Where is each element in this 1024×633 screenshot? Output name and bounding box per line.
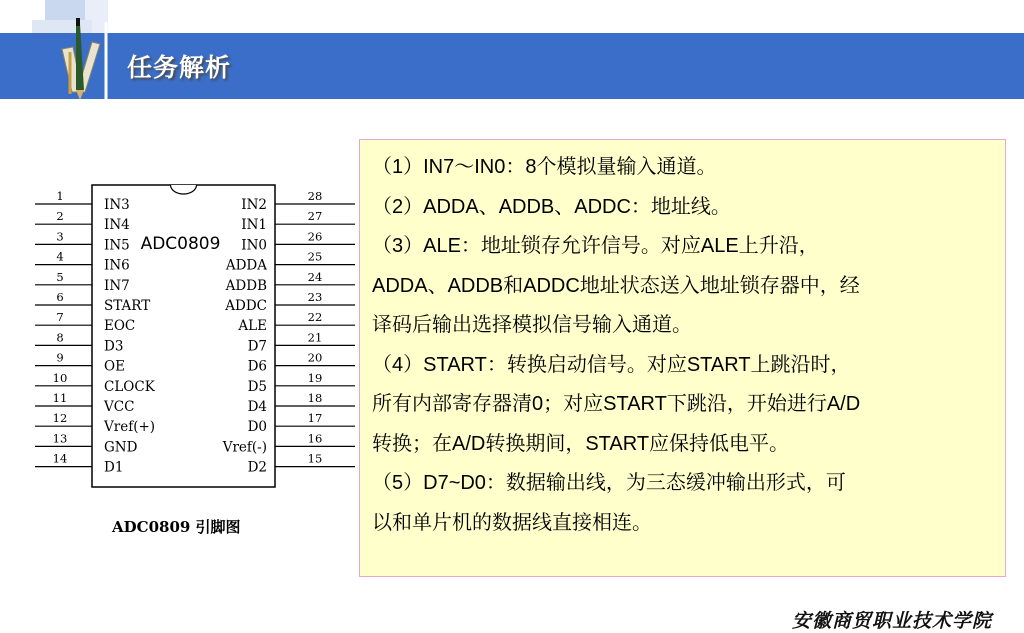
chip-pin-label: IN5 xyxy=(104,237,130,254)
chip-pin-number: 6 xyxy=(56,290,64,304)
description-line: 所有内部寄存器清0；对应START下跳沿，开始进行A/D xyxy=(372,393,861,415)
chip-pin-label: START xyxy=(104,298,151,314)
chip-pin-label: IN6 xyxy=(104,257,130,274)
chip-pin-number: 7 xyxy=(56,310,64,325)
chip-pin-number: 16 xyxy=(307,431,323,446)
chip-pin-label: D0 xyxy=(247,419,267,436)
description-line: （1）IN7～IN0：8个模拟量输入通道。 xyxy=(372,156,717,178)
chip-pin-number: 15 xyxy=(307,451,323,466)
chip-pin-number: 2 xyxy=(56,209,64,224)
chip-pin-label: D7 xyxy=(247,338,267,355)
chip-pin-label: D5 xyxy=(247,378,267,395)
chip-pin-label: EOC xyxy=(104,318,136,335)
chip-pin-label: D4 xyxy=(247,399,267,415)
description-line: （2）ADDA、ADDB、ADDC：地址线。 xyxy=(372,195,731,218)
chip-pin-number: 9 xyxy=(56,350,64,365)
chip-pin-label: CLOCK xyxy=(104,378,155,395)
chip-pin-label: IN4 xyxy=(104,217,130,234)
chip-pin-label: ADDB xyxy=(225,277,267,294)
chip-pin-label: IN0 xyxy=(241,237,267,254)
chip-pin-label: ALE xyxy=(238,318,267,335)
chip-pin-number: 17 xyxy=(307,411,323,426)
chip-pin-number: 12 xyxy=(52,411,68,426)
chip-pin-label: D6 xyxy=(247,358,267,375)
chip-pin-number: 5 xyxy=(56,269,64,284)
chip-pin-label: ADDA xyxy=(225,257,267,274)
chip-pin-number: 25 xyxy=(307,249,323,264)
chip-pin-label: IN2 xyxy=(241,197,267,213)
description-line: 译码后输出选择模拟信号输入通道。 xyxy=(372,314,692,336)
chip-caption: ADC0809 引脚图 xyxy=(112,518,241,536)
chip-pin-number: 23 xyxy=(307,290,323,304)
description-line: ADDA、ADDB和ADDC地址状态送入地址锁存器中，经 xyxy=(372,274,860,297)
chip-pin-number: 19 xyxy=(307,370,323,385)
chip-pin-number: 27 xyxy=(307,209,323,224)
chip-pin-number: 8 xyxy=(56,330,64,345)
chip-pin-label: D3 xyxy=(104,338,124,355)
chip-pin-label: OE xyxy=(104,358,125,375)
chip-pin-number: 20 xyxy=(307,350,323,365)
chip-pin-label: ADDC xyxy=(225,298,267,314)
chip-pin-number: 3 xyxy=(56,229,64,244)
chip-pin-label: IN3 xyxy=(104,197,130,213)
chip-name: ADC0809 xyxy=(140,234,221,254)
chip-pin-label: Vref(+) xyxy=(104,419,156,436)
chip-pin-label: VCC xyxy=(104,399,135,415)
chip-pin-number: 28 xyxy=(307,189,323,203)
chip-pin-number: 21 xyxy=(307,330,323,345)
description-line: （5）D7~D0：数据输出线，为三态缓冲输出形式，可 xyxy=(372,472,846,494)
chip-pin-number: 14 xyxy=(52,451,68,466)
pen-ruler-icon xyxy=(40,14,140,104)
chip-pin-label: D2 xyxy=(247,459,267,476)
chip-pin-number: 24 xyxy=(307,269,323,284)
page-title: 任务解析 xyxy=(127,53,232,82)
chip-pin-number: 22 xyxy=(307,310,323,325)
description-box xyxy=(359,139,1006,577)
chip-pin-number: 1 xyxy=(56,189,64,203)
chip-pin-number: 11 xyxy=(52,391,68,405)
chip-pin-number: 10 xyxy=(52,370,68,385)
description-line: 转换；在A/D转换期间，START应保持低电平。 xyxy=(372,432,790,455)
description-line: 以和单片机的数据线直接相连。 xyxy=(372,511,652,534)
chip-pin-label: IN1 xyxy=(241,217,267,234)
chip-pin-label: GND xyxy=(104,439,138,456)
school-logo-text: 安徽商贸职业技术学院 xyxy=(792,610,993,632)
chip-pin-number: 13 xyxy=(52,431,68,446)
chip-pin-label: IN7 xyxy=(104,277,130,294)
description-line: （4）START：转换启动信号。对应START上跳沿时， xyxy=(372,353,851,376)
chip-pinout-diagram xyxy=(30,175,360,495)
chip-pin-label: Vref(-) xyxy=(222,439,267,456)
chip-pin-number: 4 xyxy=(56,249,64,264)
chip-pin-number: 26 xyxy=(307,229,323,244)
chip-pin-number: 18 xyxy=(307,391,323,405)
chip-pin-label: D1 xyxy=(104,459,124,476)
description-line: （3）ALE：地址锁存允许信号。对应ALE上升沿， xyxy=(372,235,819,257)
